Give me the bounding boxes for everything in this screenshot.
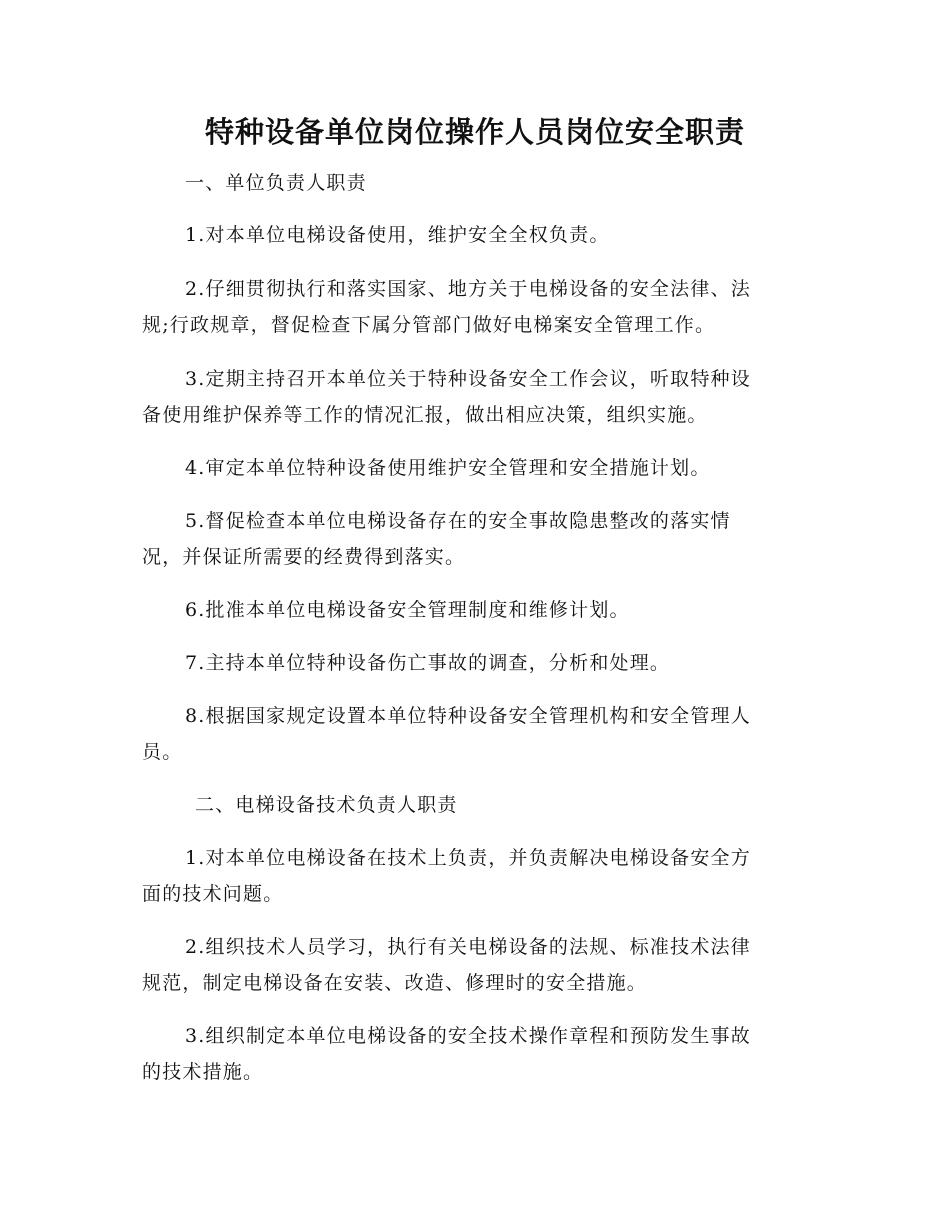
paragraph-line: 6.批准本单位电梯设备安全管理制度和维修计划。 [185, 599, 630, 621]
paragraph-line: 8.根据国家规定设置本单位特种设备安全管理机构和安全管理人 [185, 705, 751, 727]
paragraph-line: 员。 [142, 741, 183, 763]
section-heading-2: 二、电梯设备技术负责人职责 [195, 794, 458, 816]
paragraph-line: 规范，制定电梯设备在安装、改造、修理时的安全措施。 [142, 972, 648, 994]
paragraph-line: 2.组织技术人员学习，执行有关电梯设备的法规、标准技术法律 [185, 936, 751, 958]
paragraph-line: 备使用维护保养等工作的情况汇报，做出相应决策，组织实施。 [142, 404, 708, 426]
section-heading-1: 一、单位负责人职责 [185, 172, 367, 194]
paragraph-line: 规;行政规章，督促检查下属分管部门做好电梯案安全管理工作。 [142, 314, 716, 336]
paragraph-line: 况，并保证所需要的经费得到落实。 [142, 546, 466, 568]
document-title: 特种设备单位岗位操作人员岗位安全职责 [204, 115, 745, 149]
paragraph-line: 3.组织制定本单位电梯设备的安全技术操作章程和预防发生事故 [185, 1025, 751, 1047]
paragraph-line: 4.审定本单位特种设备使用维护安全管理和安全措施计划。 [185, 457, 711, 479]
paragraph-line: 的技术措施。 [142, 1061, 264, 1083]
paragraph-line: 1.对本单位电梯设备使用，维护安全全权负责。 [185, 224, 610, 246]
paragraph-line: 5.督促检查本单位电梯设备存在的安全事故隐患整改的落实情 [185, 510, 731, 532]
paragraph-line: 3.定期主持召开本单位关于特种设备安全工作会议，听取特种设 [185, 368, 751, 390]
paragraph-line: 1.对本单位电梯设备在技术上负责，并负责解决电梯设备安全方 [185, 847, 751, 869]
paragraph-line: 2.仔细贯彻执行和落实国家、地方关于电梯设备的安全法律、法 [185, 278, 751, 300]
paragraph-line: 面的技术问题。 [142, 883, 284, 905]
paragraph-line: 7.主持本单位特种设备伤亡事故的调查，分析和处理。 [185, 652, 671, 674]
